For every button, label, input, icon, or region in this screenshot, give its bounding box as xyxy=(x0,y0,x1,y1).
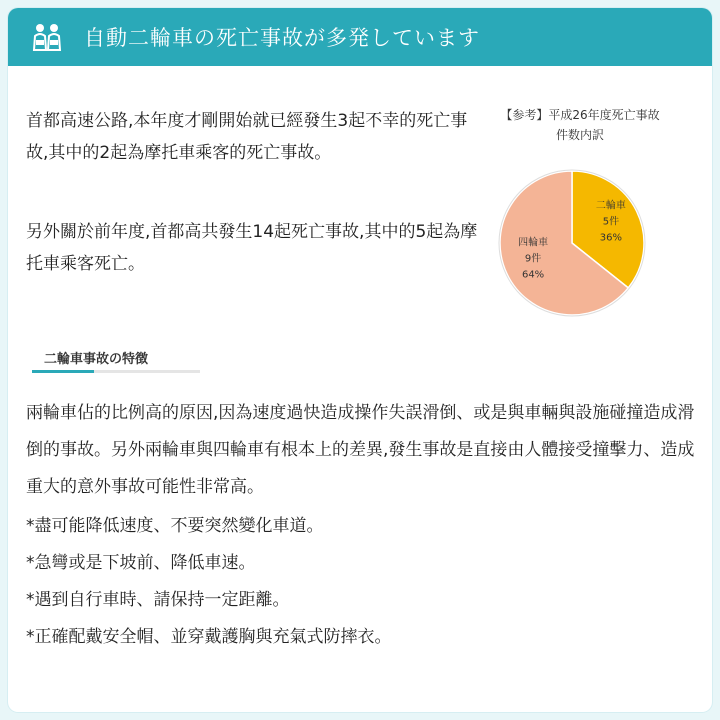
section-body: 兩輪車佔的比例高的原因,因為速度過快造成操作失誤滑倒、或是與車輛與設施碰撞造成滑倒的事故。另外兩輪車與四輪車有根本上的差異,發生事故是直接由人體接受撞擊力、造成重大的意外事故可能性非常高。 xyxy=(26,403,695,497)
pie-slice-label: 36% xyxy=(599,232,623,244)
safety-tip: *正確配戴安全帽、並穿戴護胸與充氣式防摔衣。 xyxy=(26,627,392,647)
pie-chart xyxy=(470,106,690,326)
section-divider xyxy=(32,370,200,373)
pie-slice-label: 四輪車 xyxy=(518,237,549,249)
safety-tip: *盡可能降低速度、不要突然變化車道。 xyxy=(26,516,324,536)
page-title: 自動二輪車の死亡事故が多発しています xyxy=(84,26,480,50)
header-banner xyxy=(8,8,712,66)
pie-svg xyxy=(470,106,690,326)
pie-slice-label: 64% xyxy=(521,269,545,281)
section-title: 二輪車事故の特徴 xyxy=(44,352,149,367)
safety-tips-list xyxy=(26,508,706,656)
content-card xyxy=(8,8,712,712)
pie-slice-label: 5件 xyxy=(602,216,620,228)
chart-subtitle: 件数内訳 xyxy=(555,128,604,142)
intro-paragraph-1: 首都高速公路,本年度才剛開始就已經發生3起不幸的死亡事故,其中的2起為摩托車乘客的死亡事故。 xyxy=(26,111,468,163)
chart-title: 【参考】平成26年度死亡事故 xyxy=(500,108,660,122)
safety-tip: *急彎或是下坡前、降低車速。 xyxy=(26,553,256,573)
safety-tip: *遇到自行車時、請保持一定距離。 xyxy=(26,590,290,610)
section-divider-accent xyxy=(32,370,94,373)
motorcycle-riders-icon xyxy=(30,22,64,52)
pie-slice-label: 9件 xyxy=(524,253,542,265)
pie-slice-label: 二輪車 xyxy=(595,200,626,212)
intro-paragraph-2: 另外關於前年度,首都高共發生14起死亡事故,其中的5起為摩托車乘客死亡。 xyxy=(26,222,478,274)
